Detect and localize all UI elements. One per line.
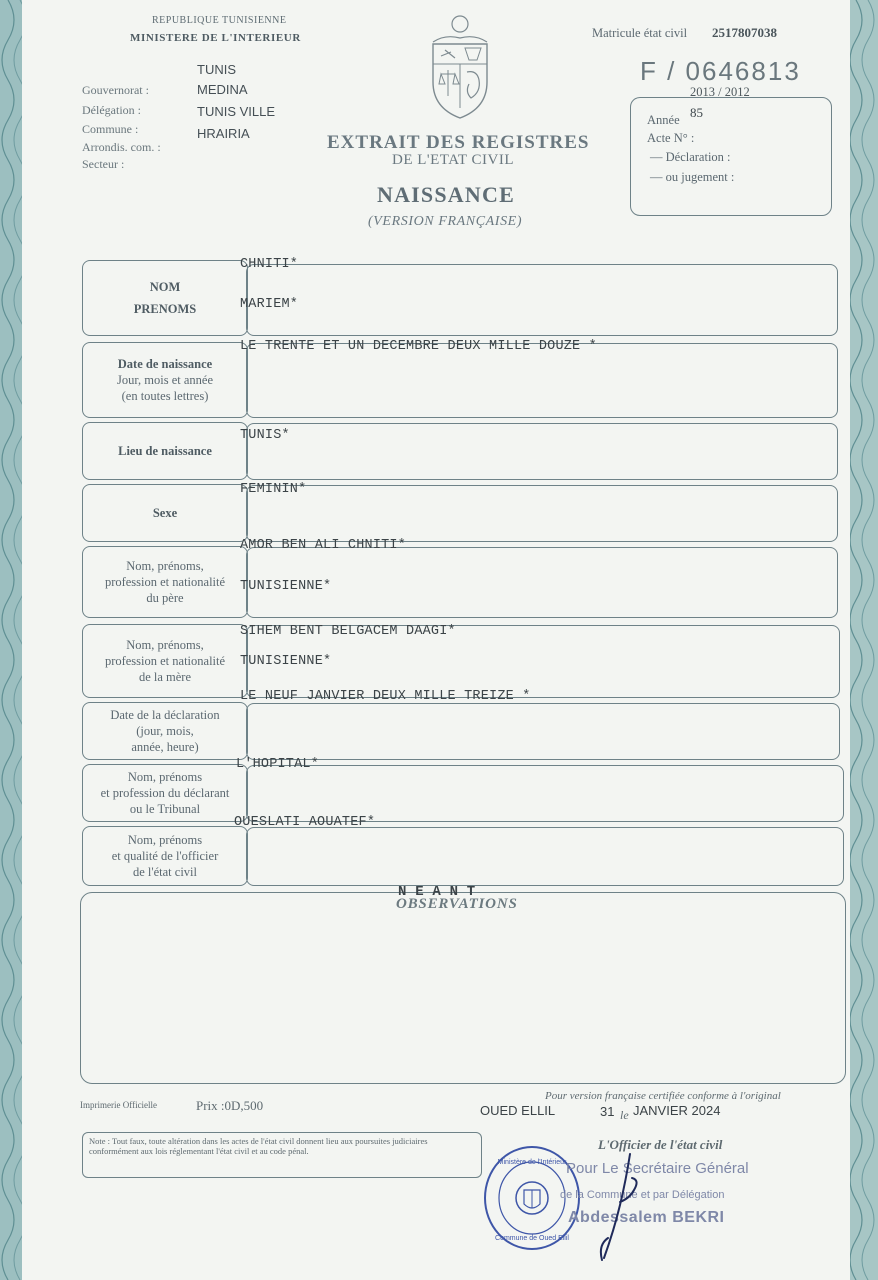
declarant-label	[82, 764, 248, 822]
mere-label-line2: profession et nationalité	[104, 654, 226, 668]
pere-label-line2: profession et nationalité	[104, 575, 226, 589]
officier-value: OUESLATI AOUATEF*	[234, 815, 376, 830]
observations-title: OBSERVATIONS	[396, 896, 518, 912]
mere-name-value: SIHEM BENT BELGACEM DAAGI*	[240, 624, 456, 639]
year-range: 2013 / 2012	[690, 85, 750, 99]
declarant-box	[246, 765, 844, 822]
matricule-label: Matricule état civil	[592, 26, 688, 40]
date-naissance-title: Date de naissance	[117, 357, 213, 371]
commune-value: HRAIRIA	[197, 126, 250, 141]
arrondissement-label: Arrondis. com. :	[82, 140, 161, 154]
handwritten-signature	[590, 1150, 650, 1265]
title-version: (VERSION FRANÇAISE)	[368, 214, 523, 229]
certification-line: Pour version française certifiée conforme à l'original	[545, 1090, 781, 1102]
legal-note-text: Note : Tout faux, toute altération dans les actes de l'état civil donnent lieu aux poursuites judiciaires conformément aux lois réglementant l'état civil et au code pénal.	[89, 1136, 428, 1156]
gouvernorat-label: Gouvernorat :	[82, 83, 149, 97]
title-naissance: NAISSANCE	[377, 182, 515, 207]
declaration-date-value: LE NEUF JANVIER DEUX MILLE TREIZE *	[240, 689, 531, 704]
declaration-label-line1: Date de la déclaration	[110, 708, 220, 722]
nom-value: CHNITI*	[240, 257, 299, 272]
stamp-top-text: Ministère de l'Intérieur	[497, 1159, 567, 1166]
title-etat-civil: DE L'ETAT CIVIL	[392, 152, 515, 168]
declaration-date-label	[82, 702, 248, 760]
sexe-title: Sexe	[152, 506, 178, 520]
delegation-label: Délégation :	[82, 103, 141, 117]
officier-label	[82, 826, 248, 886]
stamp-bottom-text: Commune de Oued Ellil	[495, 1235, 569, 1242]
date-value: JANVIER 2024	[633, 1103, 721, 1118]
sexe-label	[82, 484, 248, 542]
declaration-date-box	[246, 703, 840, 760]
matricule-value: 2517807038	[712, 25, 777, 40]
le-label: le	[620, 1108, 629, 1122]
mere-label	[82, 624, 248, 698]
pere-label	[82, 546, 248, 618]
declaration-label-line3: année, heure)	[131, 740, 199, 754]
prenoms-value: MARIEM*	[240, 297, 299, 312]
nom-prenoms-label	[82, 260, 248, 336]
delegation-line: de la Commune et par Délégation	[560, 1189, 725, 1201]
title-extrait: EXTRAIT DES REGISTRES	[327, 132, 590, 153]
pour-secretaire-general: Pour Le Secrétaire Général	[566, 1160, 749, 1177]
nom-label: NOM	[149, 280, 181, 294]
annee-value: 85	[690, 105, 703, 120]
jugement-label: — ou jugement :	[650, 170, 735, 184]
declarant-label-line3: ou le Tribunal	[129, 802, 201, 816]
annee-label: Année	[647, 113, 680, 127]
imprimerie-label: Imprimerie Officielle	[80, 1100, 158, 1110]
prix-label: Prix :0D,500	[196, 1098, 264, 1113]
officier-title: L'Officier de l'état civil	[598, 1137, 723, 1152]
mere-nationality-value: TUNISIENNE*	[240, 654, 332, 669]
top-value: TUNIS	[197, 62, 236, 77]
acte-label: Acte N° :	[647, 131, 695, 145]
serial-number: F / 0646813	[640, 56, 801, 86]
officier-label-line1: Nom, prénoms	[127, 833, 203, 847]
date-naissance-sub1: Jour, mois et année	[116, 373, 213, 387]
prenoms-label: PRENOMS	[133, 302, 197, 316]
secteur-label: Secteur :	[82, 157, 125, 171]
sexe-value: FEMININ*	[240, 482, 307, 497]
declarant-label-line2: et profession du déclarant	[100, 786, 230, 800]
officier-label-line3: de l'état civil	[132, 865, 198, 879]
declaration-label-line2: (jour, mois,	[136, 724, 194, 738]
nom-prenoms-box	[246, 264, 838, 336]
place-value: OUED ELLIL	[480, 1103, 556, 1118]
declarant-label-line1: Nom, prénoms	[127, 770, 203, 784]
signatory-name: Abdessalem BEKRI	[568, 1209, 725, 1226]
date-naissance-value: LE TRENTE ET UN DECEMBRE DEUX MILLE DOUZE *	[240, 339, 597, 354]
pere-box	[246, 547, 838, 618]
date-naissance-box	[246, 343, 838, 418]
date-naissance-label	[82, 342, 248, 418]
delegation-value: TUNIS VILLE	[197, 104, 276, 119]
republic-heading: REPUBLIQUE TUNISIENNE	[152, 15, 287, 26]
officier-box	[246, 827, 844, 886]
officier-label-line2: et qualité de l'officier	[111, 849, 219, 863]
lieu-naissance-box	[246, 423, 838, 480]
ministry-heading: MINISTERE DE L'INTERIEUR	[130, 32, 301, 44]
mere-label-line1: Nom, prénoms,	[126, 638, 204, 652]
observations-box	[80, 892, 846, 1084]
pere-label-line1: Nom, prénoms,	[126, 559, 204, 573]
pere-name-value: AMOR BEN ALI CHNITI*	[240, 538, 407, 553]
legal-note-box	[82, 1132, 482, 1178]
observations-value: N E A N T	[398, 884, 476, 900]
date-naissance-sub2: (en toutes lettres)	[121, 389, 209, 403]
lieu-naissance-value: TUNIS*	[240, 428, 290, 443]
pere-label-line3: du père	[146, 591, 184, 605]
mere-label-line3: de la mère	[138, 670, 192, 684]
commune-label: Commune :	[82, 122, 139, 136]
gouvernorat-value: MEDINA	[197, 82, 248, 97]
pere-nationality-value: TUNISIENNE*	[240, 579, 332, 594]
sexe-box	[246, 485, 838, 542]
lieu-naissance-label	[82, 422, 248, 480]
lieu-naissance-title: Lieu de naissance	[118, 444, 212, 458]
declaration-label: — Déclaration :	[650, 150, 731, 164]
day-value: 31	[600, 1104, 615, 1119]
declarant-value: L'HOPITAL*	[236, 757, 320, 772]
coat-of-arms-emblem	[425, 12, 495, 122]
